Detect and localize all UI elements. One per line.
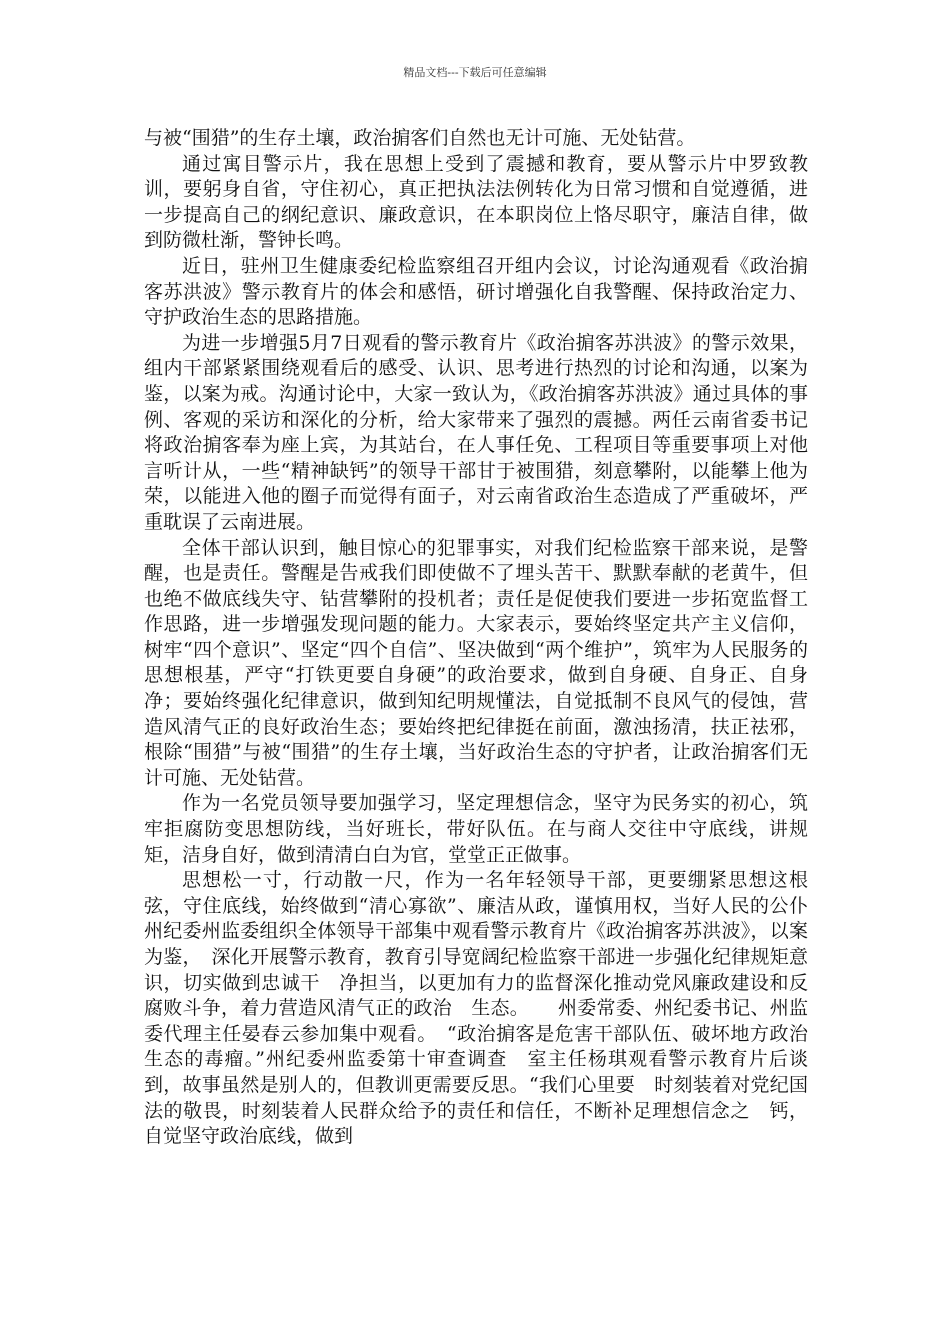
paragraph-3: 近日，驻州卫生健康委纪检监察组召开组内会议，讨论沟通观看《政治掮客苏洪波》警示教育片的体会和感悟，研讨增强化自我警醒、保持政治定力、守护政治生态的思路措施。: [144, 254, 808, 329]
paragraph-4: 为进一步增强5月7日观看的警示教育片《政治掮客苏洪波》的警示效果，组内干部紧紧围绕观看后的感受、认识、思考进行热烈的讨论和沟通，以案为鉴，以案为戒。沟通讨论中，大家一致认为，《政治掮客苏洪波》通过具体的事例、客观的采访和深化的分析，给大家带来了强烈的震撼。两任云南省委书记将政治掮客奉为座上宾，为其站台，在人事任免、工程项目等重要事项上对他言听计从，一些“精神缺钙”的领导干部甘于被围猎，刻意攀附，以能攀上他为荣，以能进入他的圈子而觉得有面子，对云南省政治生态造成了严重破坏，严重耽误了云南进展。: [144, 331, 808, 533]
paragraph-6: 作为一名党员领导要加强学习，坚定理想信念，坚守为民务实的初心，筑牢拒腐防变思想防线，当好班长，带好队伍。在与商人交往中守底线，讲规矩，洁身自好，做到清清白白为官，堂堂正正做事。: [144, 792, 808, 866]
paragraph-5: 全体干部认识到，触目惊心的犯罪事实，对我们纪检监察干部来说，是警醒，也是责任。警醒是告戒我们即使做不了埋头苦干、默默奉献的老黄牛，但也绝不做底线失守、钻营攀附的投机者；责任是促使我们要进一步拓宽监督工作思路，进一步增强发现问题的能力。大家表示，要始终坚定共产主义信仰，树牢“四个意识”、坚定“四个自信”、坚决做到“两个维护”，筑牢为人民服务的思想根基，严守“打铁更要自身硬”的政治要求，做到自身硬、自身正、自身净；要始终强化纪律意识，做到知纪明规懂法，自觉抵制不良风气的侵蚀，营造风清气正的良好政治生态；要始终把纪律挺在前面，激浊扬清，扶正祛邪，根除“围猎”与被“围猎”的生存土壤，当好政治生态的守护者，让政治掮客们无计可施、无处钻营。: [144, 536, 808, 789]
document-body: [144, 126, 847, 1150]
paragraph-1: 与被“围猎”的生存土壤，政治掮客们自然也无计可施、无处钻营。: [144, 127, 696, 149]
page-header: 精品文档---下载后可任意编辑: [403, 66, 547, 79]
paragraph-7: 思想松一寸，行动散一尺，作为一名年轻领导干部，更要绷紧思想这根弦，守住底线，始终做到“清心寡欲”、廉洁从政，谨慎用权，当好人民的公仆 州纪委州监委组织全体领导干部集中观看警示教育片《政治掮客苏洪波》，以案为鉴， 深化开展警示教育，教育引导宽阔纪检监察干部进一步强化纪律规矩意识，切实做到忠诚干 净担当，以更加有力的监督深化推动党风廉政建设和反腐败斗争，着力营造风清气正的政治 生态。 州委常委、州纪委书记、州监委代理主任晏春云参加集中观看。 “政治掮客是危害干部队伍、破坏地方政治生态的毒瘤。”州纪委州监委第十审查调查 室主任杨琪观看警示教育片后谈到，故事虽然是别人的，但教训更需要反思。“我们心里要 时刻装着对党纪国法的敬畏，时刻装着人民群众给予的责任和信任，不断补足理想信念之 钙，自觉坚守政治底线，做到: [144, 869, 847, 1148]
paragraph-2: 通过寓目警示片，我在思想上受到了震撼和教育，要从警示片中罗致教训，要躬身自省，守住初心，真正把执法法例转化为日常习惯和自觉遵循，进一步提高自己的纲纪意识、廉政意识，在本职岗位上恪尽职守，廉洁自律，做到防微杜渐，警钟长鸣。: [144, 152, 808, 252]
